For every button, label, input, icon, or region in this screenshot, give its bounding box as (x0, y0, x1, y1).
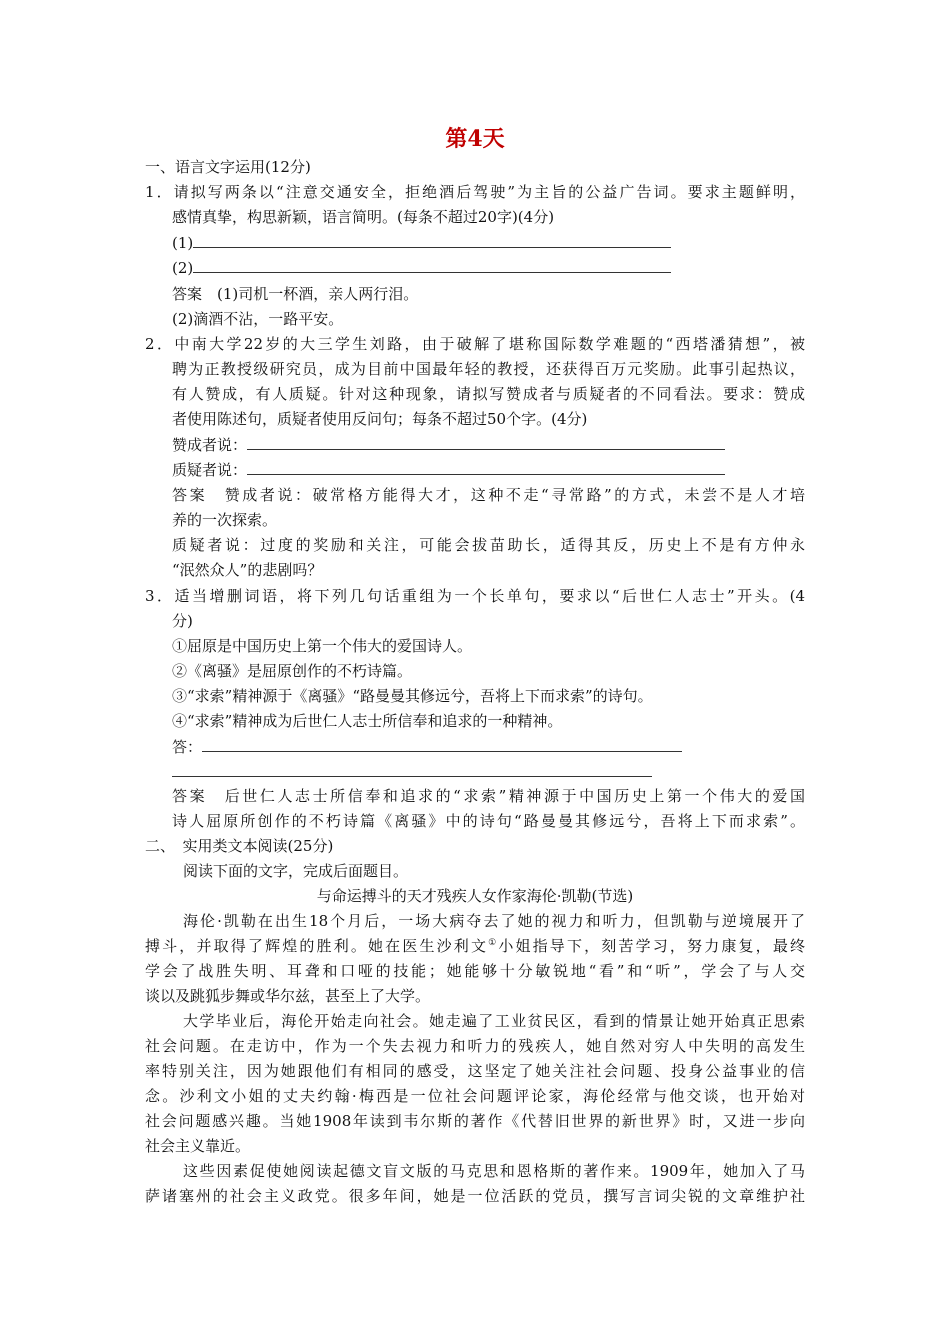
article-p1-line-4: 谈以及跳狐步舞或华尔兹，甚至上了大学。 (145, 987, 431, 1005)
q2-text-line-3: 有人赞成，有人质疑。针对这种现象，请拟写赞成者与质疑者的不同看法。要求：赞成 (172, 385, 805, 403)
section-heading-1: 一、语言文字运用(12分) (145, 158, 311, 176)
article-p1-line-1: 海伦·凯勒在出生18个月后，一场大病夺去了她的视力和听力，但凯勒与逆境展开了 (183, 912, 805, 930)
q2-blank-doubter[interactable] (172, 458, 725, 483)
answer-line[interactable] (202, 735, 682, 752)
q1-text-line-2: 感情真挚，构思新颖，语言简明。(每条不超过20字)(4分) (172, 208, 555, 226)
q1-answer-2: (2)滴酒不沾，一路平安。 (172, 310, 344, 328)
q3-item-2: ②《离骚》是屈原创作的不朽诗篇。 (172, 662, 413, 680)
answer-line[interactable] (193, 256, 671, 273)
q1-text-line-1: 1．请拟写两条以“注意交通安全，拒绝酒后驾驶”为主旨的公益广告词。要求主题鲜明， (145, 183, 805, 201)
article-title: 与命运搏斗的天才残疾人女作家海伦·凯勒(节选) (316, 887, 634, 905)
article-p1-line-2 (145, 934, 805, 959)
q2-answer-2: 养的一次探索。 (172, 511, 278, 529)
q3-text-line-1: 3．适当增删词语，将下列几句话重组为一个长单句，要求以“后世仁人志士”开头。(4 (145, 587, 805, 605)
q3-text-line-2: 分) (172, 612, 193, 630)
q3-item-4: ④“求索”精神成为后世仁人志士所信奉和追求的一种精神。 (172, 712, 563, 730)
answer-line[interactable] (247, 433, 725, 450)
q3-blank[interactable] (172, 735, 682, 760)
q2-answer-1: 答案 赞成者说：破常格方能得大才，这种不走“寻常路”的方式，未尝不是人才培 (172, 486, 805, 504)
answer-line[interactable] (247, 458, 725, 475)
q3-answer-2: 诗人屈原所创作的不朽诗篇《离骚》中的诗句“路曼曼其修远兮，吾将上下而求索”。 (172, 812, 805, 830)
section-instruction: 阅读下面的文字，完成后面题目。 (183, 862, 409, 880)
q1-blank-1[interactable] (172, 231, 671, 256)
q1-answer-1: 答案 (1)司机一杯酒，亲人两行泪。 (172, 285, 419, 303)
q2-text-line-1: 2．中南大学22岁的大三学生刘路，由于破解了堪称国际数学难题的“西塔潘猜想”，被 (145, 335, 805, 353)
q2-blank-supporter[interactable] (172, 433, 725, 458)
q2-text-line-2: 聘为正教授级研究员，成为目前中国最年轻的教授，还获得百万元奖励。此事引起热议， (172, 360, 805, 378)
q1-blank-2[interactable] (172, 256, 671, 281)
article-p3-line-2: 萨诸塞州的社会主义政党。很多年间，她是一位活跃的党员，撰写言词尖锐的文章维护社 (145, 1187, 805, 1205)
q1-blank-2-label: (2) (172, 259, 194, 277)
article-p2-line-4: 念。沙利文小姐的丈夫约翰·梅西是一位社会问题评论家，海伦经常与他交谈，也开始对 (145, 1087, 805, 1105)
article-p2-line-5: 社会问题感兴趣。当她1908年读到韦尔斯的著作《代替旧世界的新世界》时，又进一步向 (145, 1112, 805, 1130)
article-p2-line-3: 率特别关注，因为她跟他们有相同的感受，这坚定了她关注社会问题、投身公益事业的信 (145, 1062, 805, 1080)
article-text: 小姐指导下，刻苦学习，努力康复，最终 (498, 937, 805, 955)
footnote-marker: ① (488, 938, 499, 948)
article-text: 搏斗，并取得了辉煌的胜利。她在医生沙利文 (145, 937, 489, 955)
answer-line[interactable] (193, 231, 671, 248)
q1-blank-1-label: (1) (172, 234, 194, 252)
q2-answer-4: “泯然众人”的悲剧吗？ (172, 561, 323, 579)
article-p3-line-1: 这些因素促使她阅读起德文盲文版的马克思和恩格斯的著作来。1909年，她加入了马 (183, 1162, 805, 1180)
page-title: 第4天 (445, 126, 505, 152)
q2-blank-supporter-label: 赞成者说： (172, 436, 248, 454)
q2-text-line-4: 者使用陈述句，质疑者使用反问句；每条不超过50个字。(4分) (172, 410, 588, 428)
q3-item-1: ①屈原是中国历史上第一个伟大的爱国诗人。 (172, 637, 473, 655)
article-p2-line-2: 社会问题。在走访中，作为一个失去视力和听力的残疾人，她自然对穷人中失明的高发生 (145, 1037, 805, 1055)
q3-blank-label: 答： (172, 738, 203, 756)
article-p1-line-3: 学会了战胜失明、耳聋和口哑的技能；她能够十分敏锐地“看”和“听”，学会了与人交 (145, 962, 805, 980)
q2-blank-doubter-label: 质疑者说： (172, 461, 248, 479)
section-heading-2: 二、 实用类文本阅读(25分) (145, 837, 334, 855)
article-p2-line-1: 大学毕业后，海伦开始走向社会。她走遍了工业贫民区，看到的情景让她开始真正思索 (183, 1012, 805, 1030)
article-p2-line-6: 社会主义靠近。 (145, 1137, 251, 1155)
q3-answer-1: 答案 后世仁人志士所信奉和追求的“求索”精神源于中国历史上第一个伟大的爱国 (172, 787, 805, 805)
q3-item-3: ③“求索”精神源于《离骚》“路曼曼其修远兮，吾将上下而求索”的诗句。 (172, 687, 653, 705)
q2-answer-3: 质疑者说：过度的奖励和关注，可能会拔苗助长，适得其反，历史上不是有方仲永 (172, 536, 805, 554)
answer-line-continued[interactable] (172, 776, 652, 777)
